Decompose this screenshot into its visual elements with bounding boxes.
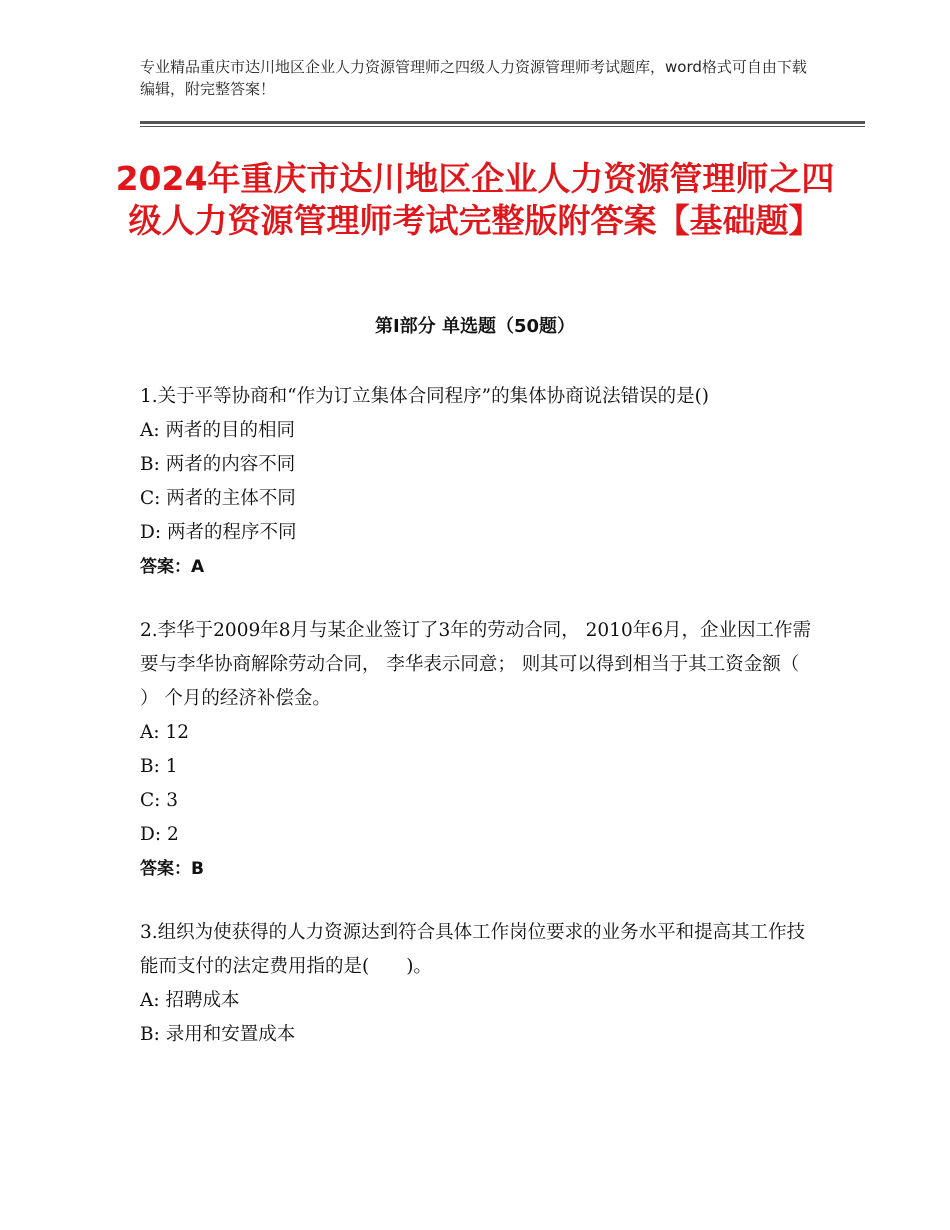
option-d: D: 2	[140, 824, 179, 845]
section-title: 第Ⅰ部分 单选题（50题）	[374, 316, 575, 337]
header-divider-thick	[140, 121, 865, 124]
option-b: B: 录用和安置成本	[140, 1024, 296, 1045]
question-2	[140, 614, 820, 886]
question-list	[140, 380, 820, 1082]
option-a: A: 招聘成本	[140, 990, 240, 1011]
question-stem: 2.李华于2009年8月与某企业签订了3年的劳动合同， 2010年6月，企业因工作需要与李华协商解除劳动合同， 李华表示同意； 则其可以得到相当于其工资金额（ ） 个月的经济补偿金。	[140, 620, 812, 709]
question-1	[140, 380, 820, 584]
answer: 答案：A	[140, 557, 205, 577]
document-title: 2024年重庆市达川地区企业人力资源管理师之四级人力资源管理师考试完整版附答案【基础题】	[115, 159, 835, 240]
option-a: A: 12	[140, 722, 190, 743]
option-c: C: 3	[140, 790, 179, 811]
header-divider-thin	[140, 126, 865, 127]
option-b: B: 1	[140, 756, 178, 777]
header-note: 专业精品重庆市达川地区企业人力资源管理师之四级人力资源管理师考试题库，word格式可自由下载编辑，附完整答案！	[140, 58, 807, 98]
option-a: A: 两者的目的相同	[140, 420, 295, 441]
option-d: D: 两者的程序不同	[140, 522, 297, 543]
option-b: B: 两者的内容不同	[140, 454, 296, 475]
option-c: C: 两者的主体不同	[140, 488, 296, 509]
question-3	[140, 916, 820, 1052]
question-stem: 1.关于平等协商和“作为订立集体合同程序”的集体协商说法错误的是()	[140, 386, 710, 407]
question-stem: 3.组织为使获得的人力资源达到符合具体工作岗位要求的业务水平和提高其工作技能而支付的法定费用指的是( )。	[140, 922, 806, 977]
answer: 答案：B	[140, 859, 204, 879]
